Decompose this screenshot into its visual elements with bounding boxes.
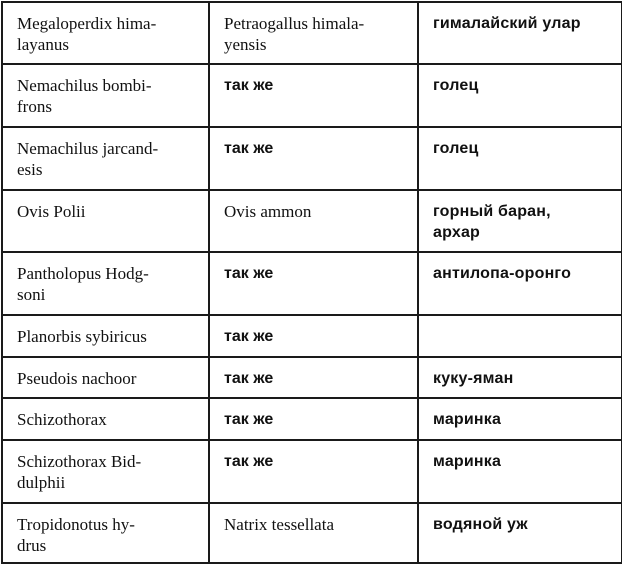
modern-name-cell [209,190,418,252]
modern-name-cell [209,440,418,503]
russian-name-text: маринка [433,453,502,470]
table-row [2,190,622,252]
table-row [2,252,622,315]
old-name-text: Megaloperdix hima- layanus [17,14,157,54]
old-name-cell [2,64,209,127]
old-name-cell [2,440,209,503]
table-row [2,398,622,440]
old-name-cell [2,398,209,440]
old-name-text: Planorbis sybiricus [17,327,147,346]
old-name-cell [2,357,209,398]
modern-name-cell [209,357,418,398]
modern-name-cell [209,503,418,563]
old-name-text: Pantholopus Hodg- soni [17,264,149,304]
russian-name-text: маринка [433,411,502,428]
russian-name-cell [418,252,622,315]
modern-name-cell [209,127,418,190]
modern-name-cell [209,315,418,357]
modern-name-text: так же [224,370,274,387]
russian-name-text: голец [433,77,479,94]
russian-name-text: горный баран, архар [433,203,551,241]
russian-name-cell [418,190,622,252]
modern-name-text: так же [224,77,274,94]
old-name-cell [2,503,209,563]
old-name-text: Pseudois nachoor [17,369,137,388]
table-row [2,440,622,503]
old-name-cell [2,190,209,252]
russian-name-cell [418,64,622,127]
modern-name-cell [209,252,418,315]
old-name-cell [2,315,209,357]
modern-name-text: Ovis ammon [224,202,312,221]
modern-name-text: так же [224,140,274,157]
russian-name-cell [418,357,622,398]
old-name-text: Ovis Polii [17,202,86,221]
modern-name-cell [209,398,418,440]
modern-name-text: так же [224,411,274,428]
modern-name-text: так же [224,453,274,470]
russian-name-text: куку-яман [433,370,514,387]
russian-name-cell [418,315,622,357]
old-name-cell [2,2,209,64]
modern-name-cell [209,2,418,64]
russian-name-text: гималайский улар [433,15,581,32]
species-names-table [1,1,622,564]
russian-name-cell [418,2,622,64]
russian-name-text: водяной уж [433,516,528,533]
old-name-cell [2,127,209,190]
russian-name-text: голец [433,140,479,157]
russian-name-text: антилопа-оронго [433,265,572,282]
russian-name-cell [418,440,622,503]
table-row [2,64,622,127]
table-row [2,2,622,64]
modern-name-text: так же [224,328,274,345]
old-name-text: Schizothorax [17,410,107,429]
old-name-text: Nemachilus bombi- frons [17,76,152,116]
old-name-text: Schizothorax Bid- dulphii [17,452,142,492]
modern-name-text: так же [224,265,274,282]
russian-name-cell [418,503,622,563]
table-row [2,357,622,398]
table-row [2,127,622,190]
modern-name-cell [209,64,418,127]
old-name-text: Nemachilus jarcand- esis [17,139,159,179]
russian-name-cell [418,127,622,190]
table-row [2,503,622,563]
old-name-text: Tropidonotus hy- drus [17,515,135,555]
old-name-cell [2,252,209,315]
modern-name-text: Petraogallus himala- yensis [224,14,365,54]
russian-name-cell [418,398,622,440]
modern-name-text: Natrix tessellata [224,515,334,534]
table-row [2,315,622,357]
